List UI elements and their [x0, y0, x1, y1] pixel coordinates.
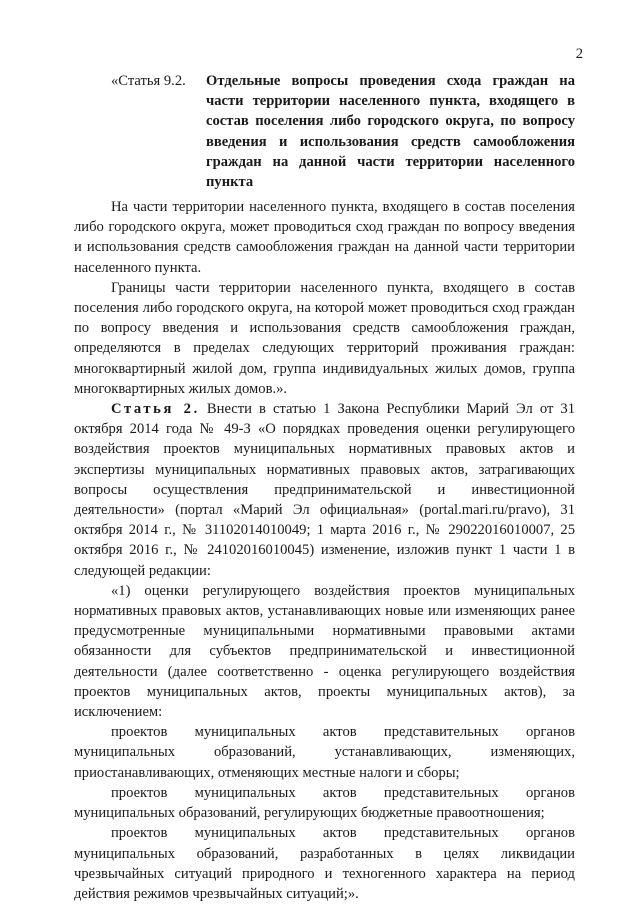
paragraph-article-2 — [74, 399, 575, 581]
paragraph-2: Границы части территории населенного пункта, входящего в состав поселения либо городского округа, на которой может проводиться сход граждан по вопросу введения и использования средств самообложения граждан, определяются в пределах следующих территорий проживания граждан: многоквартирный жилой дом, группа индивидуальных жилых домов, группа многоквартирных жилых домов.». — [74, 279, 575, 397]
paragraph-7: проектов муниципальных актов представительных органов муниципальных образований, разработанных в целях ликвидации чрезвычайных ситуаций природного и техногенного характера на период действия режимов чрезвычайных ситуаций;». — [74, 825, 575, 902]
document-body — [74, 197, 575, 904]
paragraph-5: проектов муниципальных актов представительных органов муниципальных образований, устанавливающих, изменяющих, приостанавливающих, отменяющих местные налоги и сборы; — [74, 724, 575, 781]
paragraph-4: «1) оценки регулирующего воздействия проектов муниципальных нормативных правовых актов, устанавливающих новые или изменяющих ранее предусмотренные муниципальными нормативными правовыми актами обязанности для субъектов предпринимательской и инвестиционной деятельности (далее соответственно - оценка регулирующего воздействия проектов муниципальных актов, проекты муниципальных актов), за исключением: — [74, 582, 575, 721]
page-number: 2 — [575, 46, 583, 62]
paragraph-6: проектов муниципальных актов представительных органов муниципальных образований, регулирующих бюджетные правоотношения; — [74, 784, 575, 822]
paragraph-1: На части территории населенного пункта, входящего в состав поселения либо городского округа, может проводиться сход граждан по вопросу введения и использования средств самообложения граждан на данной части территории населенного пункта. — [74, 199, 575, 276]
article-label: «Статья 9.2. — [111, 73, 186, 89]
article-2-text: Внести в статью 1 Закона Республики Марий Эл от 31 октября 2014 года № 49-З «О порядках проведения оценки регулирующего воздействия проектов муниципальных нормативных правовых актов и экспертизы муниципальных нормативных правовых актов, затрагивающих вопросы осуществления предпринимательской и инвестиционной деятельности» (портал «Марий Эл официальная» (portal.mari.ru/pravo), 31 октября 2014 г., № 31102014010049; 1 марта 2016 г., № 29022016010007, 25 октября 2016 г., № 24102016010045) изменение, изложив пункт 1 части 1 в следующей редакции: — [74, 401, 575, 579]
article-2-label: Статья 2. — [111, 401, 200, 418]
article-title: Отдельные вопросы проведения схода граждан на части территории населенного пункта, входящего в состав поселения либо городского округа, по вопросу введения и использования средств самообложения граждан на данной части территории населенного пункта — [206, 73, 575, 191]
